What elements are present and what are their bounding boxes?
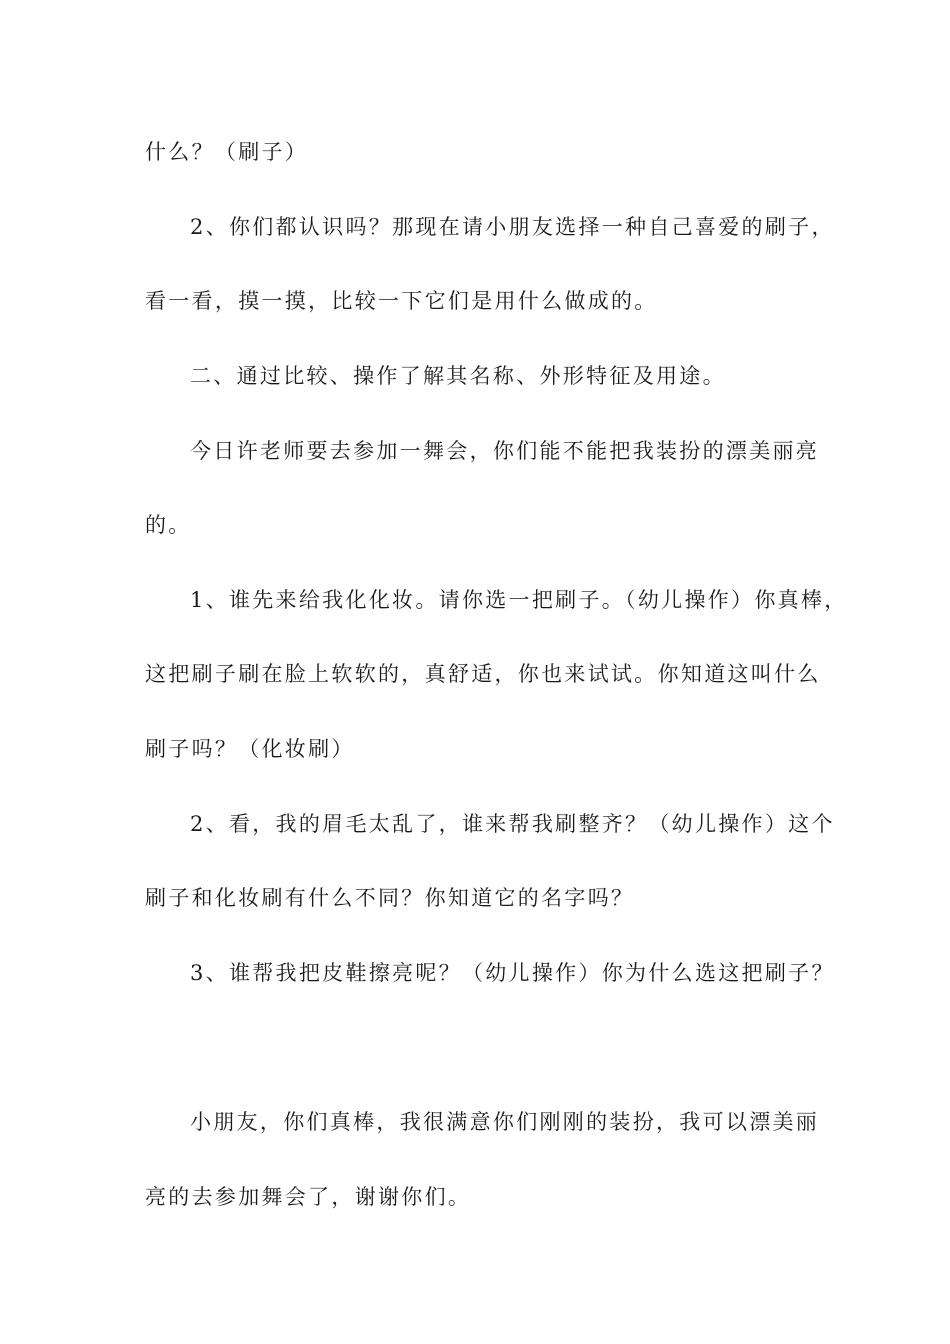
text-line: 2、看，我的眉毛太乱了，谁来帮我刷整齐？（幼儿操作）这个 [190,812,835,836]
text-line: 看一看，摸一摸，比较一下它们是用什么做成的。 [145,289,658,313]
text-line: 1、谁先来给我化化妆。请你选一把刷子。（幼儿操作）你真棒， [190,588,848,612]
text-line: 2、你们都认识吗？那现在请小朋友选择一种自己喜爱的刷子， [190,215,835,239]
text-line: 3、谁帮我把皮鞋擦亮呢？（幼儿操作）你为什么选这把刷子？ [190,961,835,985]
text-line: 亮的去参加舞会了，谢谢你们。 [145,1185,472,1209]
text-line: 这把刷子刷在脸上软软的，真舒适，你也来试试。你知道这叫什么 [145,662,821,686]
text-line: 刷子和化妆刷有什么不同？你知道它的名字吗？ [145,886,635,910]
text-line: 什么？（刷子） [145,140,309,164]
text-line: 的。 [145,513,192,537]
text-line: 刷子吗？（化妆刷） [145,737,355,761]
text-line: 今日许老师要去参加一舞会，你们能不能把我装扮的漂美丽亮 [190,439,820,463]
text-line: 二、通过比较、操作了解其名称、外形特征及用途。 [190,364,726,388]
text-line: 小朋友，你们真棒，我很满意你们刚刚的装扮，我可以漂美丽 [190,1110,820,1134]
